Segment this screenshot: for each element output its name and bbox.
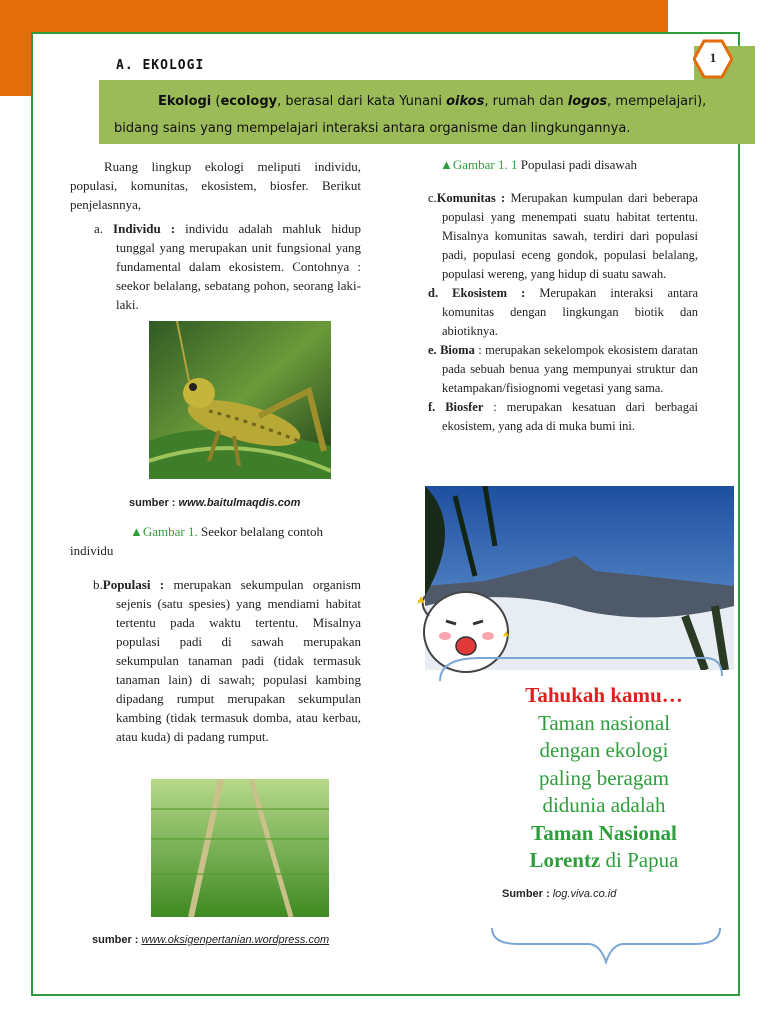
source-grasshopper: sumber : www.baitulmaqdis.com (129, 497, 301, 509)
item-bioma: e. Bioma : merupakan sekelompok ekosistem daratan pada sebuah benua yang mempunyai struktur dan ketampakan/fisiognomi vegetasi yang sama. (428, 343, 699, 395)
item-individu: a. Individu : individu adalah mahluk hidup tunggal yang merupakan unit fungsional yang fundamental dalam ekosistem. Contohnya : seekor belalang, sebatang pohon, seorang laki-laki. (94, 221, 361, 312)
source-rice-field: sumber : www.oksigenpertanian.wordpress.com (92, 934, 330, 946)
callout-bracket-bottom (488, 924, 724, 968)
caption-figure-1-cont: individu (70, 543, 114, 558)
page-number: 1 (709, 50, 717, 65)
section-title: A. EKOLOGI (116, 58, 205, 73)
item-populasi: b.Populasi : merupakan sekumpulan organism sejenis (satu spesies) yang mendiami habitat tertentu pada waktu tertentu. Misalnya populasi padi di sawah merupakan sekumpulan tanaman padi (tidak termasuk tanaman lain) di sawah; populasi kambing dipadang rumput merupakan sekumpulan kambing (tidak termasuk domba, atau kerbau, atau kuda) di padang rumput. (93, 577, 361, 744)
item-ekosistem: d. Ekosistem : Merupakan interaksi antara komunitas dengan lingkungan biotik dan abiotiknya. (428, 286, 698, 338)
intro-line-1: Ekologi (ecology, berasal dari kata Yunani oikos, rumah dan logos, mempelajari), (158, 94, 707, 109)
intro-line-2: bidang sains yang mempelajari interaksi antara organisme dan lingkungannya. (114, 121, 631, 136)
definitions-list (428, 189, 698, 436)
opening-paragraph: Ruang lingkup ekologi meliputi individu, populasi, komunitas, ekosistem, biosfer. Berikut penjelasnnya, (70, 159, 361, 212)
source-callout: Sumber : log.viva.co.id (502, 888, 617, 900)
caption-figure-1-1: ▲Gambar 1. 1 Populasi padi disawah (440, 157, 638, 172)
grasshopper-photo (149, 321, 331, 479)
item-biosfer: f. Biosfer : merupakan kesatuan dari berbagai ekosistem, yang ada di muka bumi ini. (428, 400, 698, 433)
rice-field-photo (151, 779, 329, 917)
callout-bracket-top (430, 646, 730, 686)
did-you-know-callout: Tahukah kamu… Taman nasional dengan ekologi paling beragam didunia adalah Taman Nasional Lorentz di Papua (525, 683, 683, 872)
item-komunitas: c.Komunitas : Merupakan kumpulan dari beberapa populasi yang menempati suatu habitat tertentu. Misalnya komunitas sawah, terdiri dari populasi padi, populasi eceng gondok, populasi belalang, populasi wereng, yang hidup di suatu sawah. (428, 191, 698, 281)
caption-figure-1: ▲Gambar 1. Seekor belalang contoh (130, 524, 324, 539)
